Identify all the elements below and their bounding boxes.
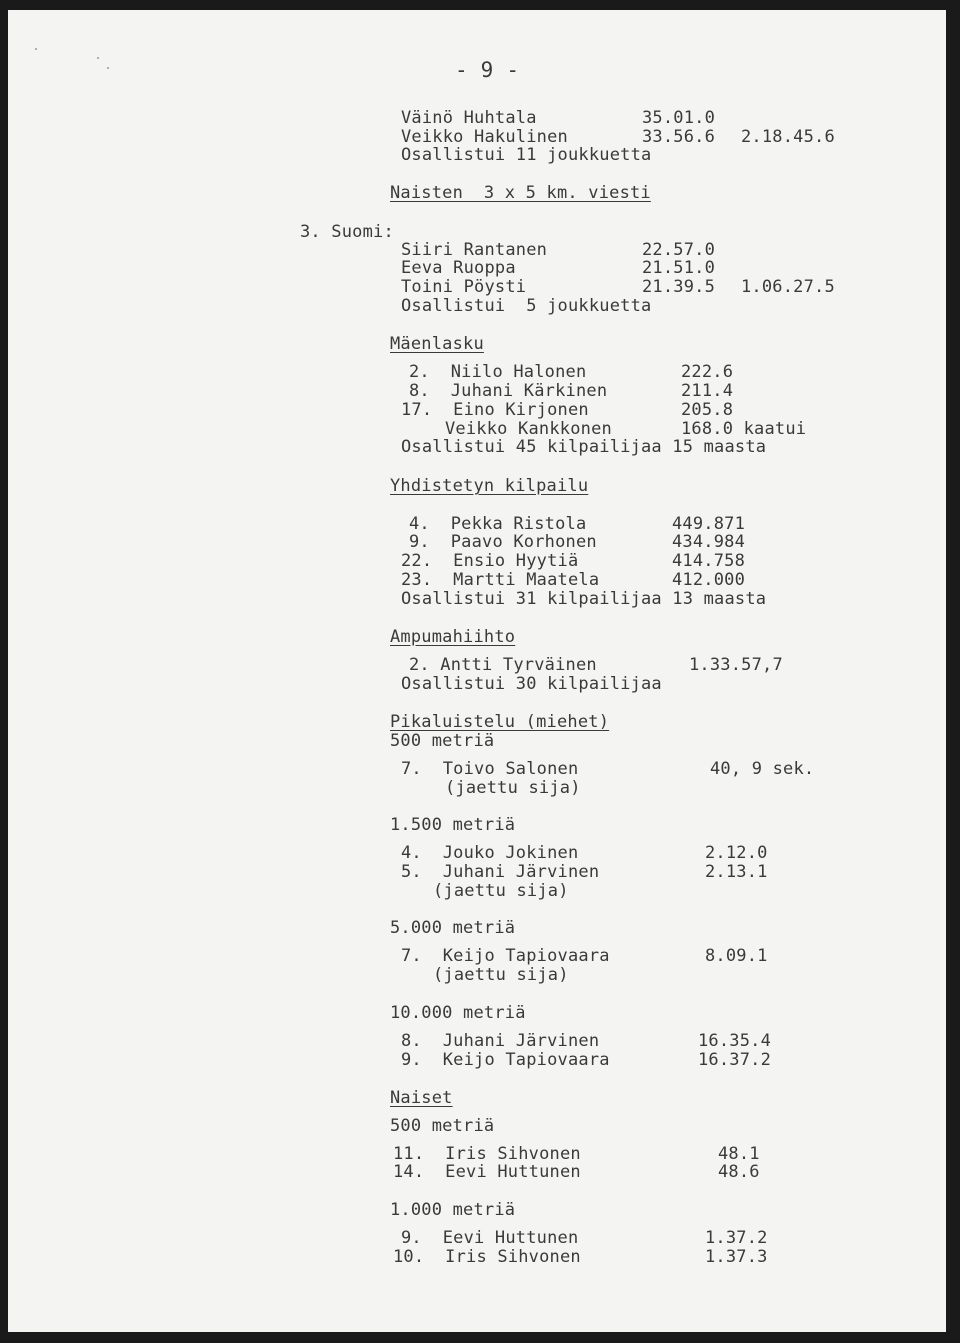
text-line: 1.06.27.5 [741,277,835,297]
text-line: 205.8 [681,400,734,420]
text-line: 9. Keijo Tapiovaara [401,1050,610,1070]
text-line: 40, 9 sek. [710,759,815,779]
text-line: (jaettu sija) [445,778,581,798]
text-line: 434.984 [672,532,746,552]
text-line: 22.57.0 [642,240,716,260]
text-line: 500 metriä [390,731,495,751]
text-line: 2.18.45.6 [741,127,835,147]
text-line: Toini Pöysti [401,277,527,297]
text-line: (jaettu sija) [433,965,569,985]
section-heading: Ampumahiihto [390,627,516,647]
text-line: 5. Juhani Järvinen [401,862,600,882]
text-line: 9. Eevi Huttunen [401,1228,579,1248]
section-heading: Mäenlasku [390,334,484,354]
text-line: 4. Pekka Ristola [409,514,587,534]
text-line: 5.000 metriä [390,918,516,938]
text-line: (jaettu sija) [433,881,569,901]
text-line: 414.758 [672,551,746,571]
text-line: 11. Iris Sihvonen [393,1144,581,1164]
text-line: 7. Keijo Tapiovaara [401,946,610,966]
text-line: 48.6 [718,1162,760,1182]
text-line: 1.500 metriä [390,815,516,835]
section-heading: Naiset [390,1088,453,1108]
text-line: 16.35.4 [698,1031,772,1051]
text-line: Osallistui 5 joukkuetta [401,296,652,316]
text-line: 1.33.57,7 [689,655,783,675]
text-line: 8. Juhani Kärkinen [409,381,608,401]
text-line: 168.0 kaatui [681,419,807,439]
text-line: Siiri Rantanen [401,240,548,260]
text-line: 8. Juhani Järvinen [401,1031,600,1051]
text-line: 33.56.6 [642,127,716,147]
text-line: 2. Niilo Halonen [409,362,587,382]
page-number: - 9 - [455,58,520,82]
text-line: 21.39.5 [642,277,716,297]
text-line: 412.000 [672,570,746,590]
text-line: 500 metriä [390,1116,495,1136]
text-line: 449.871 [672,514,746,534]
text-line: Eeva Ruoppa [401,258,516,278]
text-line: 7. Toivo Salonen [401,759,579,779]
text-line: 2.13.1 [705,862,768,882]
text-line: Veikko Hakulinen [401,127,568,147]
document-page [8,10,946,1332]
text-line: 8.09.1 [705,946,768,966]
scan-speck [35,48,37,50]
text-line: 222.6 [681,362,734,382]
text-line: 10.000 metriä [390,1003,526,1023]
scan-speck [107,67,109,69]
text-line: 4. Jouko Jokinen [401,843,579,863]
text-line: Osallistui 31 kilpailijaa 13 maasta [401,589,767,609]
text-line: 48.1 [718,1144,760,1164]
text-line: Väinö Huhtala [401,108,537,128]
text-line: 9. Paavo Korhonen [409,532,597,552]
text-line: 2.12.0 [705,843,768,863]
text-line: 17. Eino Kirjonen [401,400,589,420]
text-line: 3. Suomi: [300,222,394,242]
text-line: 211.4 [681,381,734,401]
text-line: 22. Ensio Hyytiä [401,551,579,571]
text-line: 16.37.2 [698,1050,772,1070]
text-line: Osallistui 11 joukkuetta [401,145,652,165]
section-heading: Pikaluistelu (miehet) [390,712,610,732]
text-line: 23. Martti Maatela [401,570,600,590]
text-line: 21.51.0 [642,258,716,278]
section-heading: Yhdistetyn kilpailu [390,476,589,496]
text-line: Osallistui 30 kilpailijaa [401,674,662,694]
text-line: 14. Eevi Huttunen [393,1162,581,1182]
text-line: 2. Antti Tyrväinen [409,655,597,675]
text-line: 1.000 metriä [390,1200,516,1220]
section-heading: Naisten 3 x 5 km. viesti [390,183,651,203]
text-line: Veikko Kankkonen [445,419,612,439]
text-line: 1.37.2 [705,1228,768,1248]
scan-speck [97,57,99,59]
text-line: 10. Iris Sihvonen [393,1247,581,1267]
text-line: 1.37.3 [705,1247,768,1267]
text-line: Osallistui 45 kilpailijaa 15 maasta [401,437,767,457]
text-line: 35.01.0 [642,108,716,128]
